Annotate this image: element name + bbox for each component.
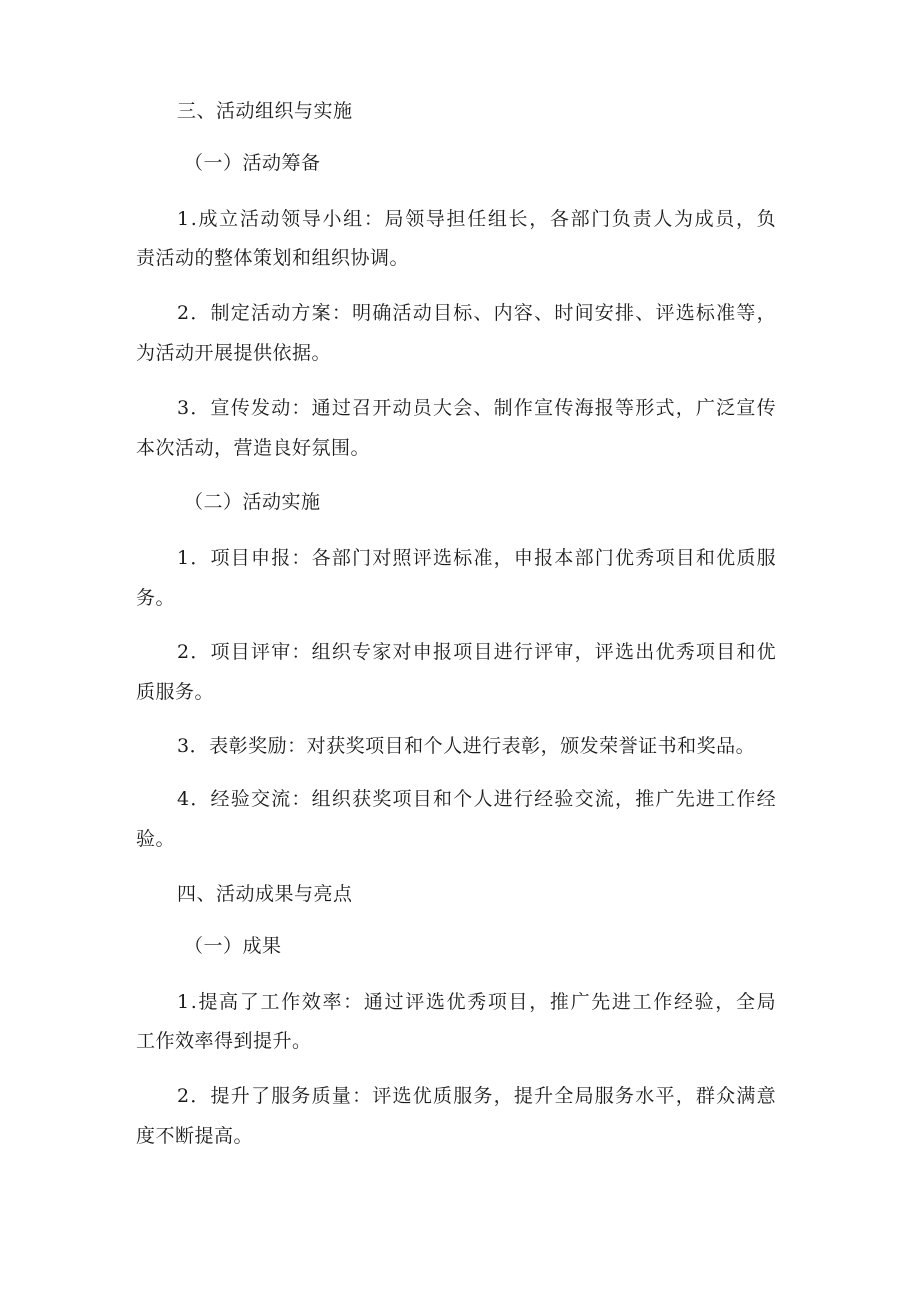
subsection-heading: （二）活动实施: [184, 491, 321, 513]
paragraph-line: 3．宣传发动：通过召开动员大会、制作宣传海报等形式，广泛宣传: [177, 397, 777, 419]
paragraph-line: 验。: [136, 828, 176, 850]
section-heading: 三、活动组织与实施: [177, 100, 353, 122]
paragraph-line: 2．提升了服务质量：评选优质服务，提升全局服务水平，群众满意: [177, 1085, 777, 1107]
subsection-heading: （一）成果: [184, 935, 282, 957]
subsection-heading: （一）活动筹备: [184, 152, 321, 174]
section-heading: 四、活动成果与亮点: [177, 883, 353, 905]
paragraph-line: 工作效率得到提升。: [136, 1030, 312, 1052]
paragraph-line: 为活动开展提供依据。: [136, 342, 332, 364]
paragraph-line: 2．制定活动方案：明确活动目标、内容、时间安排、评选标准等，: [177, 302, 777, 324]
paragraph-line: 1.成立活动领导小组：局领导担任组长，各部门负责人为成员，负: [177, 208, 778, 230]
paragraph-line: 2．项目评审：组织专家对申报项目进行评审，评选出优秀项目和优: [177, 641, 777, 663]
paragraph-line: 本次活动，营造良好氛围。: [136, 437, 371, 459]
paragraph-line: 责活动的整体策划和组织协调。: [136, 247, 410, 269]
paragraph-line: 质服务。: [136, 681, 215, 703]
paragraph-line: 务。: [136, 587, 176, 609]
paragraph-line: 4．经验交流：组织获奖项目和个人进行经验交流，推广先进工作经: [177, 788, 777, 810]
paragraph-line: 3．表彰奖励：对获奖项目和个人进行表彰，颁发荣誉证书和奖品。: [177, 735, 756, 757]
paragraph-line: 1.提高了工作效率：通过评选优秀项目，推广先进工作经验，全局: [177, 991, 778, 1013]
paragraph-line: 度不断提高。: [136, 1125, 254, 1147]
paragraph-line: 1．项目申报：各部门对照评选标准，申报本部门优秀项目和优质服: [177, 547, 777, 569]
